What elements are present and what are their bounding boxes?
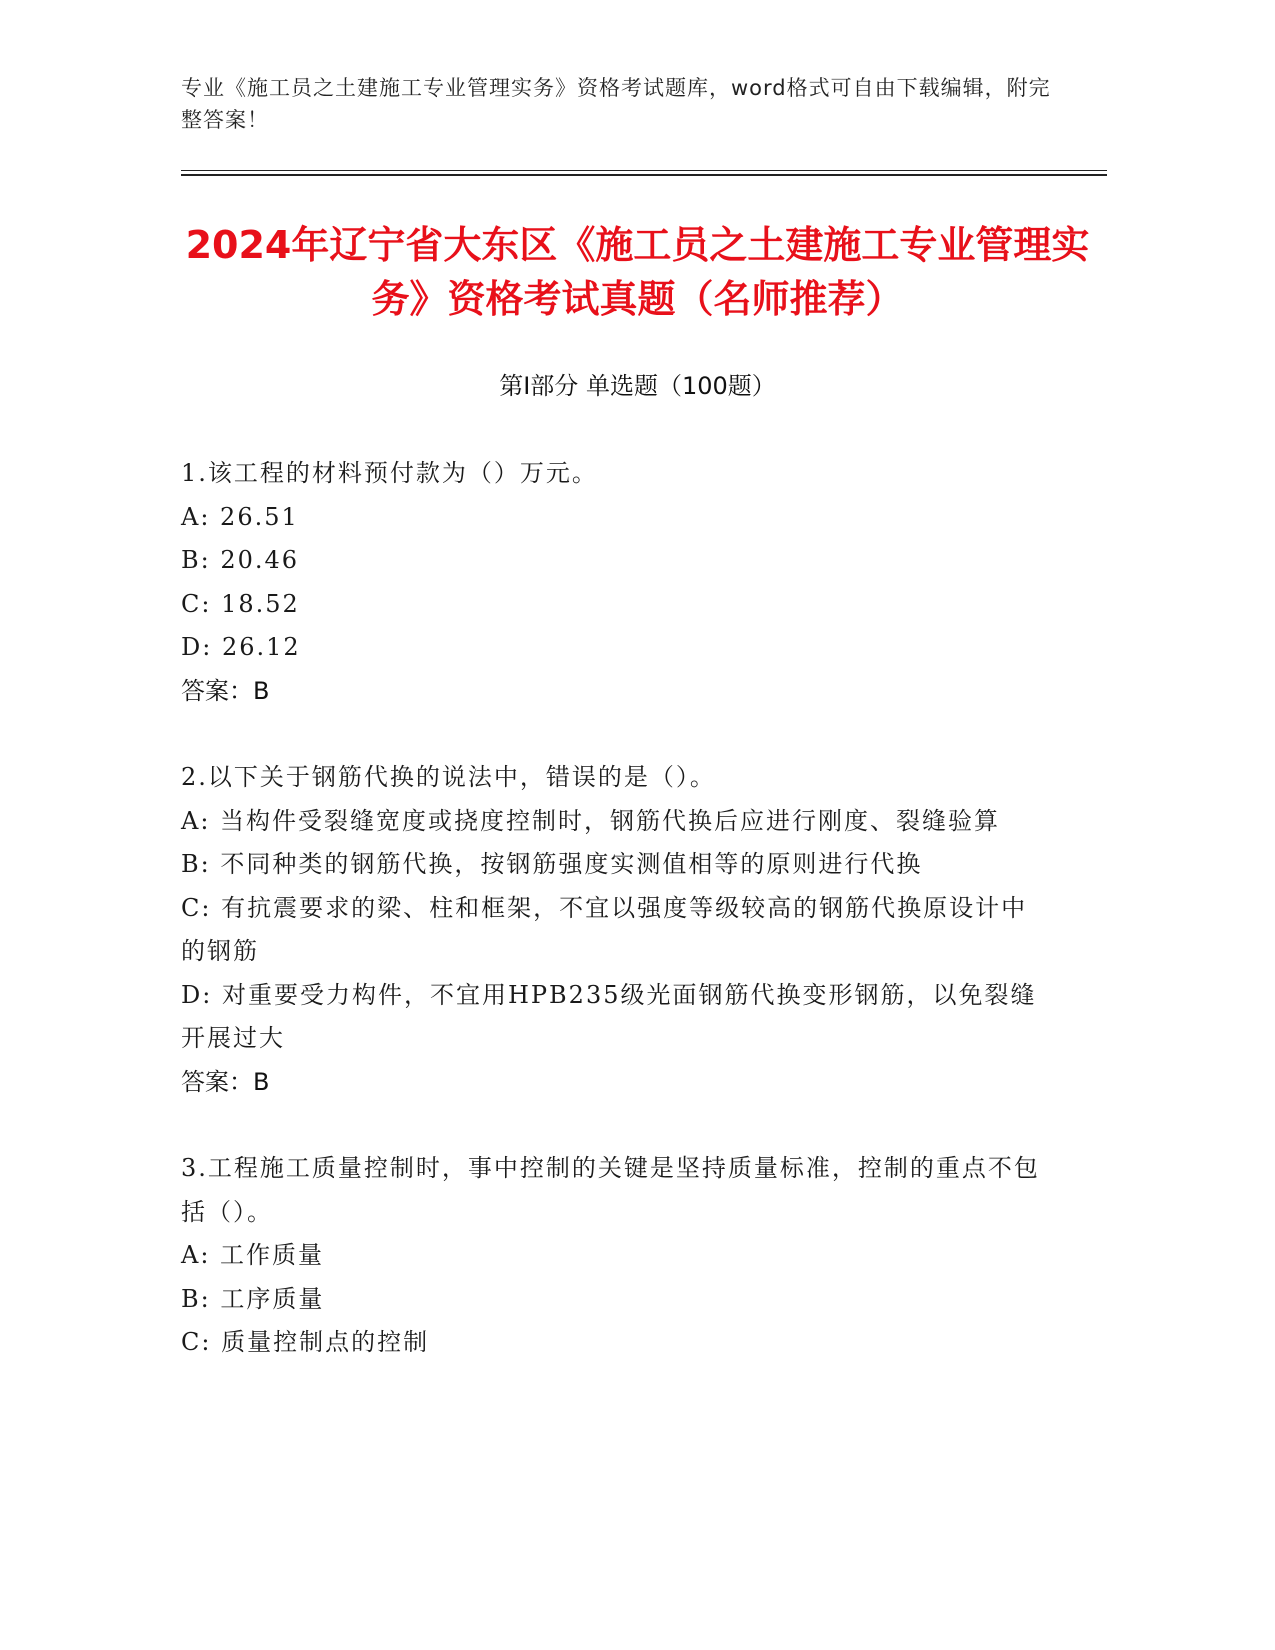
question-stem: 2.以下关于钢筋代换的说法中，错误的是（）。 <box>181 763 716 791</box>
option-c: C: 质量控制点的控制 <box>181 1328 430 1356</box>
answer-label: 答案：B <box>181 676 270 705</box>
option-b: B: 20.46 <box>181 546 300 574</box>
question-1 <box>181 452 1051 713</box>
section-title: 第Ⅰ部分 单选题（100题） <box>499 372 776 400</box>
option-a: A: 26.51 <box>181 502 299 531</box>
question-3 <box>181 1147 1051 1365</box>
header-note: 专业《施工员之土建施工专业管理实务》资格考试题库，word格式可自由下载编辑，附完整答案！ <box>181 76 1051 132</box>
header-divider-thick <box>181 174 1107 176</box>
option-d: D: 26.12 <box>181 633 301 661</box>
option-c: C: 18.52 <box>181 589 300 618</box>
option-b: B: 工序质量 <box>181 1284 325 1313</box>
option-a: A: 工作质量 <box>181 1241 325 1269</box>
answer-label: 答案：B <box>181 1067 270 1096</box>
option-d: D: 对重要受力构件，不宜用HPB235级光面钢筋代换变形钢筋，以免裂缝开展过大 <box>181 980 1037 1052</box>
option-a: A: 当构件受裂缝宽度或挠度控制时，钢筋代换后应进行刚度、裂缝验算 <box>181 806 1001 835</box>
header-divider-thin <box>181 170 1107 171</box>
document-title: 2024年辽宁省大东区《施工员之土建施工专业管理实务》资格考试真题（名师推荐） <box>185 223 1090 321</box>
question-stem: 3.工程施工质量控制时，事中控制的关键是坚持质量标准，控制的重点不包括（）。 <box>181 1154 1040 1226</box>
option-c: C: 有抗震要求的梁、柱和框架，不宜以强度等级较高的钢筋代换原设计中的钢筋 <box>181 893 1028 965</box>
question-list <box>181 452 1051 1408</box>
question-stem: 1.该工程的材料预付款为（）万元。 <box>181 459 598 487</box>
question-2 <box>181 756 1051 1104</box>
option-b: B: 不同种类的钢筋代换，按钢筋强度实测值相等的原则进行代换 <box>181 850 923 878</box>
